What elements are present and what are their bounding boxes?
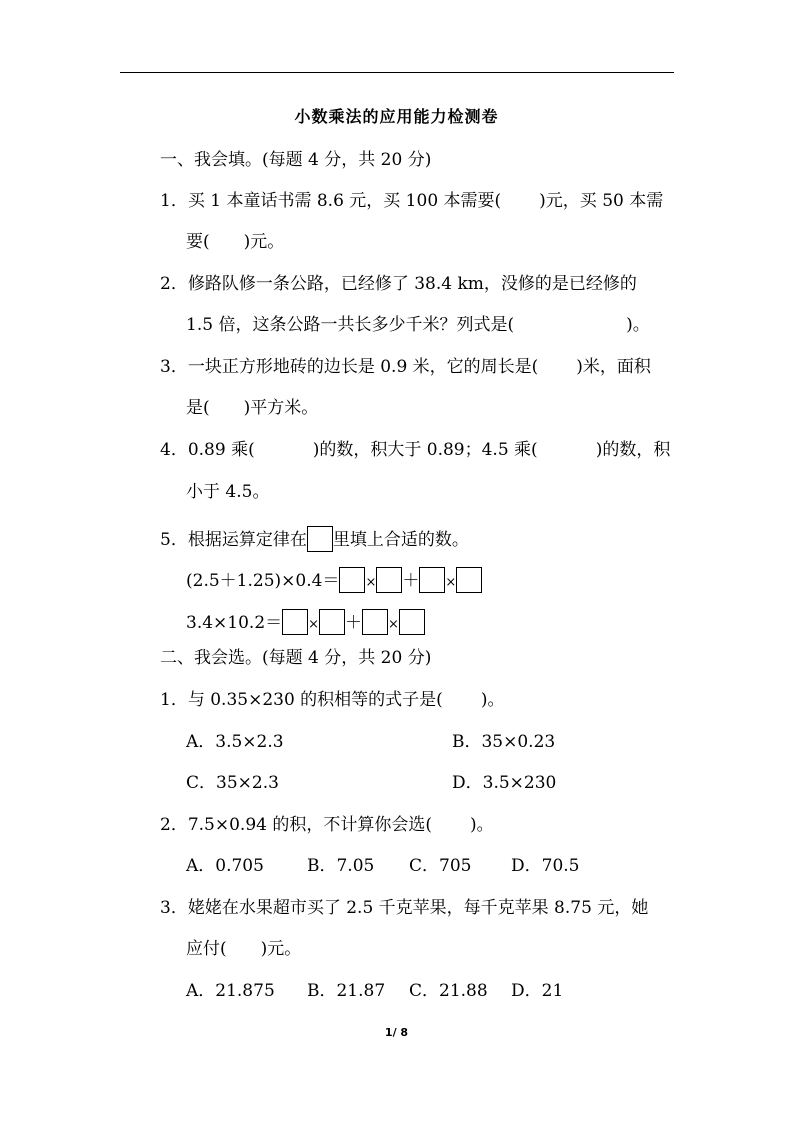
section-heading-choice: 二、我会选。(每题 4 分，共 20 分) [160, 648, 432, 668]
question-1-3-line-2 [186, 396, 318, 420]
section-heading-fill: 一、我会填。(每题 4 分，共 20 分) [160, 150, 432, 170]
option-c[interactable]: C．21.88 [409, 981, 488, 1001]
text: 4．0.89 乘( [160, 440, 255, 460]
header-rule [120, 72, 674, 73]
answer-box[interactable] [319, 609, 345, 635]
times-sign: × [445, 575, 457, 590]
answer-box[interactable] [376, 567, 402, 593]
text: 1．与 0.35×230 的积相等的式子是( [160, 690, 443, 710]
option-a[interactable]: A．3.5×2.3 [186, 732, 284, 752]
option-c[interactable]: C．705 [409, 856, 472, 876]
page-title: 小数乘法的应用能力检测卷 [294, 107, 499, 126]
text: 3．一块正方形地砖的边长是 0.9 米，它的周长是( [160, 357, 539, 377]
question-2-3-line-1: 3．姥姥在水果超市买了 2.5 千克苹果，每千克苹果 8.75 元，她 [160, 898, 649, 918]
text: 2．7.5×0.94 的积，不计算你会选( [160, 815, 432, 835]
text: 1．买 1 本童话书需 8.6 元，买 100 本需要( [160, 191, 502, 211]
option-c[interactable]: C．35×2.3 [186, 773, 279, 793]
equation-left: 3.4×10.2＝ [186, 613, 283, 633]
text: )。 [626, 315, 650, 335]
option-a[interactable]: A．0.705 [186, 856, 264, 876]
text: )元，买 50 本需 [539, 191, 664, 211]
answer-box[interactable] [282, 609, 308, 635]
equation-left: (2.5＋1.25)×0.4＝ [186, 571, 340, 591]
text: )平方米。 [243, 398, 319, 418]
option-d[interactable]: D．21 [511, 981, 564, 1001]
plus-sign: ＋ [402, 571, 420, 591]
text: )。 [480, 690, 505, 710]
option-b[interactable]: B．35×0.23 [452, 732, 556, 752]
option-d[interactable]: D．3.5×230 [452, 773, 557, 793]
text: 里填上合适的数。 [332, 530, 469, 550]
answer-box[interactable] [399, 609, 425, 635]
text: 1.5 倍，这条公路一共长多少千米？列式是( [186, 315, 515, 335]
plus-sign: ＋ [345, 613, 363, 633]
text: )。 [469, 815, 494, 835]
times-sign: × [308, 617, 320, 632]
text: 要( [186, 232, 210, 252]
question-1-5-line-1 [160, 526, 469, 552]
text: )元。 [243, 232, 285, 252]
question-2-3-line-2 [186, 937, 301, 961]
text: 应付( [186, 939, 227, 959]
text: 是( [186, 398, 210, 418]
question-1-2-line-1: 2．修路队修一条公路，已经修了 38.4 km，没修的是已经修的 [160, 274, 637, 294]
question-1-1-line-1 [160, 189, 663, 213]
option-d[interactable]: D．70.5 [511, 856, 580, 876]
text: )元。 [260, 939, 302, 959]
answer-box[interactable] [362, 609, 388, 635]
option-b[interactable]: B．21.87 [307, 981, 386, 1001]
text: 5．根据运算定律在 [160, 530, 307, 550]
question-1-1-line-2 [186, 230, 284, 254]
question-1-4-line-2: 小于 4.5。 [186, 482, 270, 502]
question-2-2 [160, 813, 494, 837]
answer-box[interactable] [456, 567, 482, 593]
question-1-2-line-2 [186, 313, 650, 337]
answer-box[interactable] [419, 567, 445, 593]
text: )的数，积 [595, 440, 671, 460]
question-1-3-line-1 [160, 355, 651, 379]
times-sign: × [388, 617, 399, 632]
question-2-1 [160, 688, 504, 712]
option-b[interactable]: B．7.05 [307, 856, 375, 876]
equation-1 [186, 567, 482, 595]
equation-2 [186, 609, 425, 637]
times-sign: × [365, 575, 377, 590]
answer-box[interactable] [339, 567, 365, 593]
question-1-4-line-1 [160, 438, 670, 462]
text: )米，面积 [576, 357, 651, 377]
answer-box[interactable] [307, 526, 333, 552]
option-a[interactable]: A．21.875 [186, 981, 275, 1001]
text: )的数，积大于 0.89；4.5 乘( [312, 440, 538, 460]
page-number: 1/ 8 [384, 1026, 409, 1039]
